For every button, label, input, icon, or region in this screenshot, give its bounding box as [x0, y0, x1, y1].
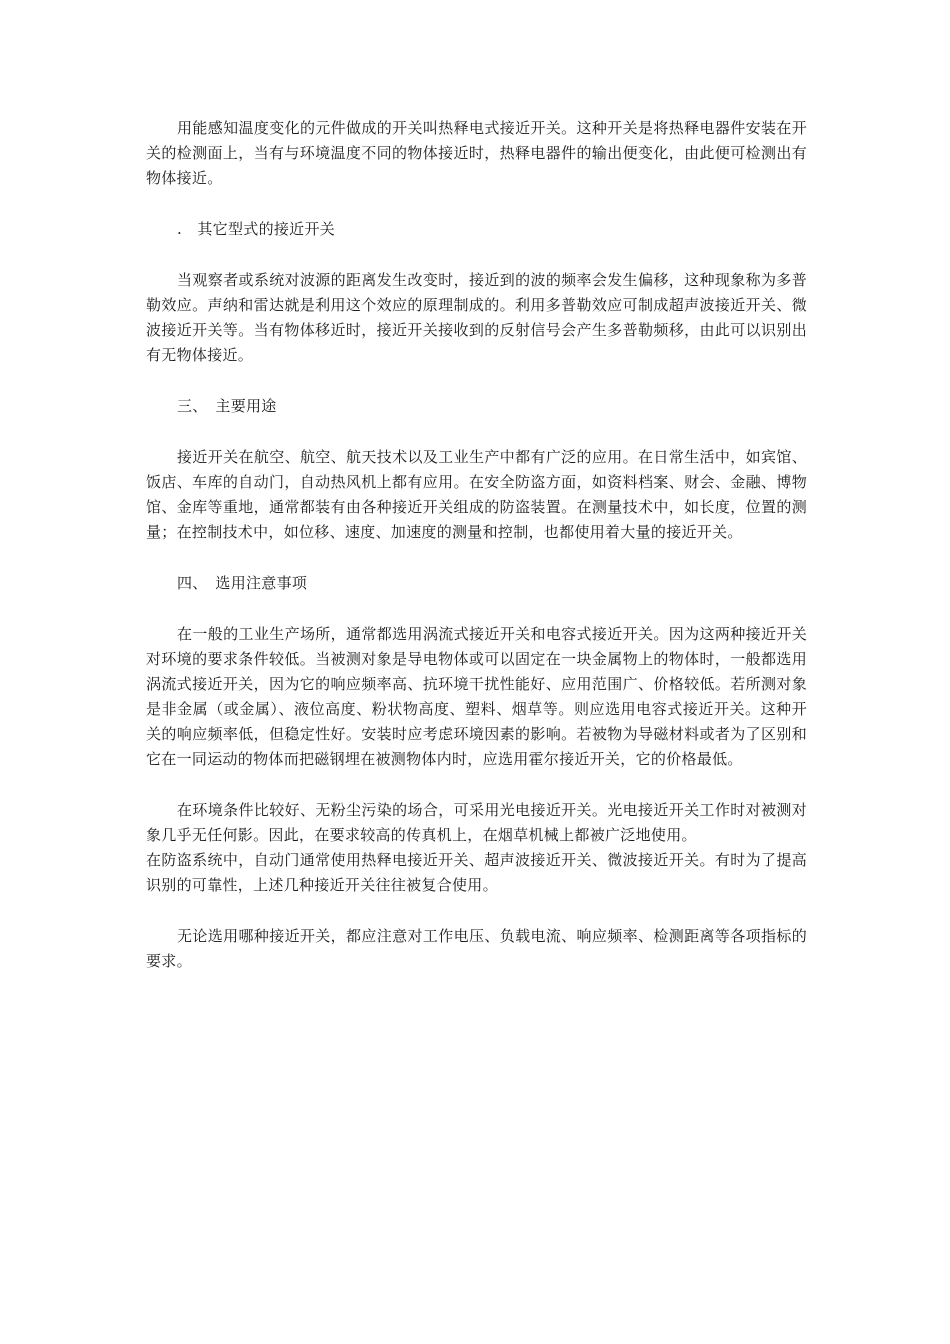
document-body	[146, 116, 807, 974]
paragraph-photoelectric-switch: 在环境条件比较好、无粉尘污染的场合，可采用光电接近开关。光电接近开关工作时对被测对象几乎无任何影。因此，在要求较高的传真机上，在烟草机械上都被广泛地使用。	[146, 801, 807, 844]
section-heading-other-types: . 其它型式的接近开关	[177, 220, 336, 238]
paragraph-selection-guidance: 在一般的工业生产场所，通常都选用涡流式接近开关和电容式接近开关。因为这两种接近开关对环境的要求条件较低。当被测对象是导电物体或可以固定在一块金属物上的物体时，一般都选用涡流式接近开关，因为它的响应频率高、抗环境干扰性能好、应用范围广、价格较低。若所测对象是非金属（或金属）、液位高度、粉状物高度、塑料、烟草等。则应选用电容式接近开关。这种开关的响应频率低，但稳定性好。安装时应考虑环境因素的影响。若被物为导磁材料或者为了区别和它在一同运动的物体而把磁钢埋在被测物体内时，应选用霍尔接近开关，它的价格最低。	[146, 625, 807, 768]
paragraph-doppler-effect: 当观察者或系统对波源的距离发生改变时，接近到的波的频率会发生偏移，这种现象称为多普勒效应。声纳和雷达就是利用这个效应的原理制成的。利用多普勒效应可制成超声波接近开关、微波接近开关等。当有物体移近时，接近开关接收到的反射信号会产生多普勒频移，由此可以识别出有无物体接近。	[146, 271, 807, 364]
paragraph-anti-theft-systems: 在防盗系统中，自动门通常使用热释电接近开关、超声波接近开关、微波接近开关。有时为了提高识别的可靠性，上述几种接近开关往往被复合使用。	[146, 851, 807, 894]
paragraph-applications: 接近开关在航空、航空、航天技术以及工业生产中都有广泛的应用。在日常生活中，如宾馆、饭店、车库的自动门，自动热风机上都有应用。在安全防盗方面，如资料档案、财会、金融、博物馆、金库等重地，通常都装有由各种接近开关组成的防盗装置。在测量技术中，如长度，位置的测量；在控制技术中，如位移、速度、加速度的测量和控制，也都使用着大量的接近开关。	[146, 448, 807, 541]
paragraph-conclusion: 无论选用哪种接近开关，都应注意对工作电压、负载电流、响应频率、检测距离等各项指标的要求。	[146, 927, 807, 970]
section-heading-selection-notes: 四、 选用注意事项	[177, 574, 308, 592]
paragraph-pyroelectric-switch: 用能感知温度变化的元件做成的开关叫热释电式接近开关。这种开关是将热释电器件安装在开关的检测面上，当有与环境温度不同的物体接近时，热释电器件的输出便变化，由此便可检测出有物体接近。	[146, 119, 807, 187]
section-heading-main-uses: 三、 主要用途	[177, 397, 277, 415]
